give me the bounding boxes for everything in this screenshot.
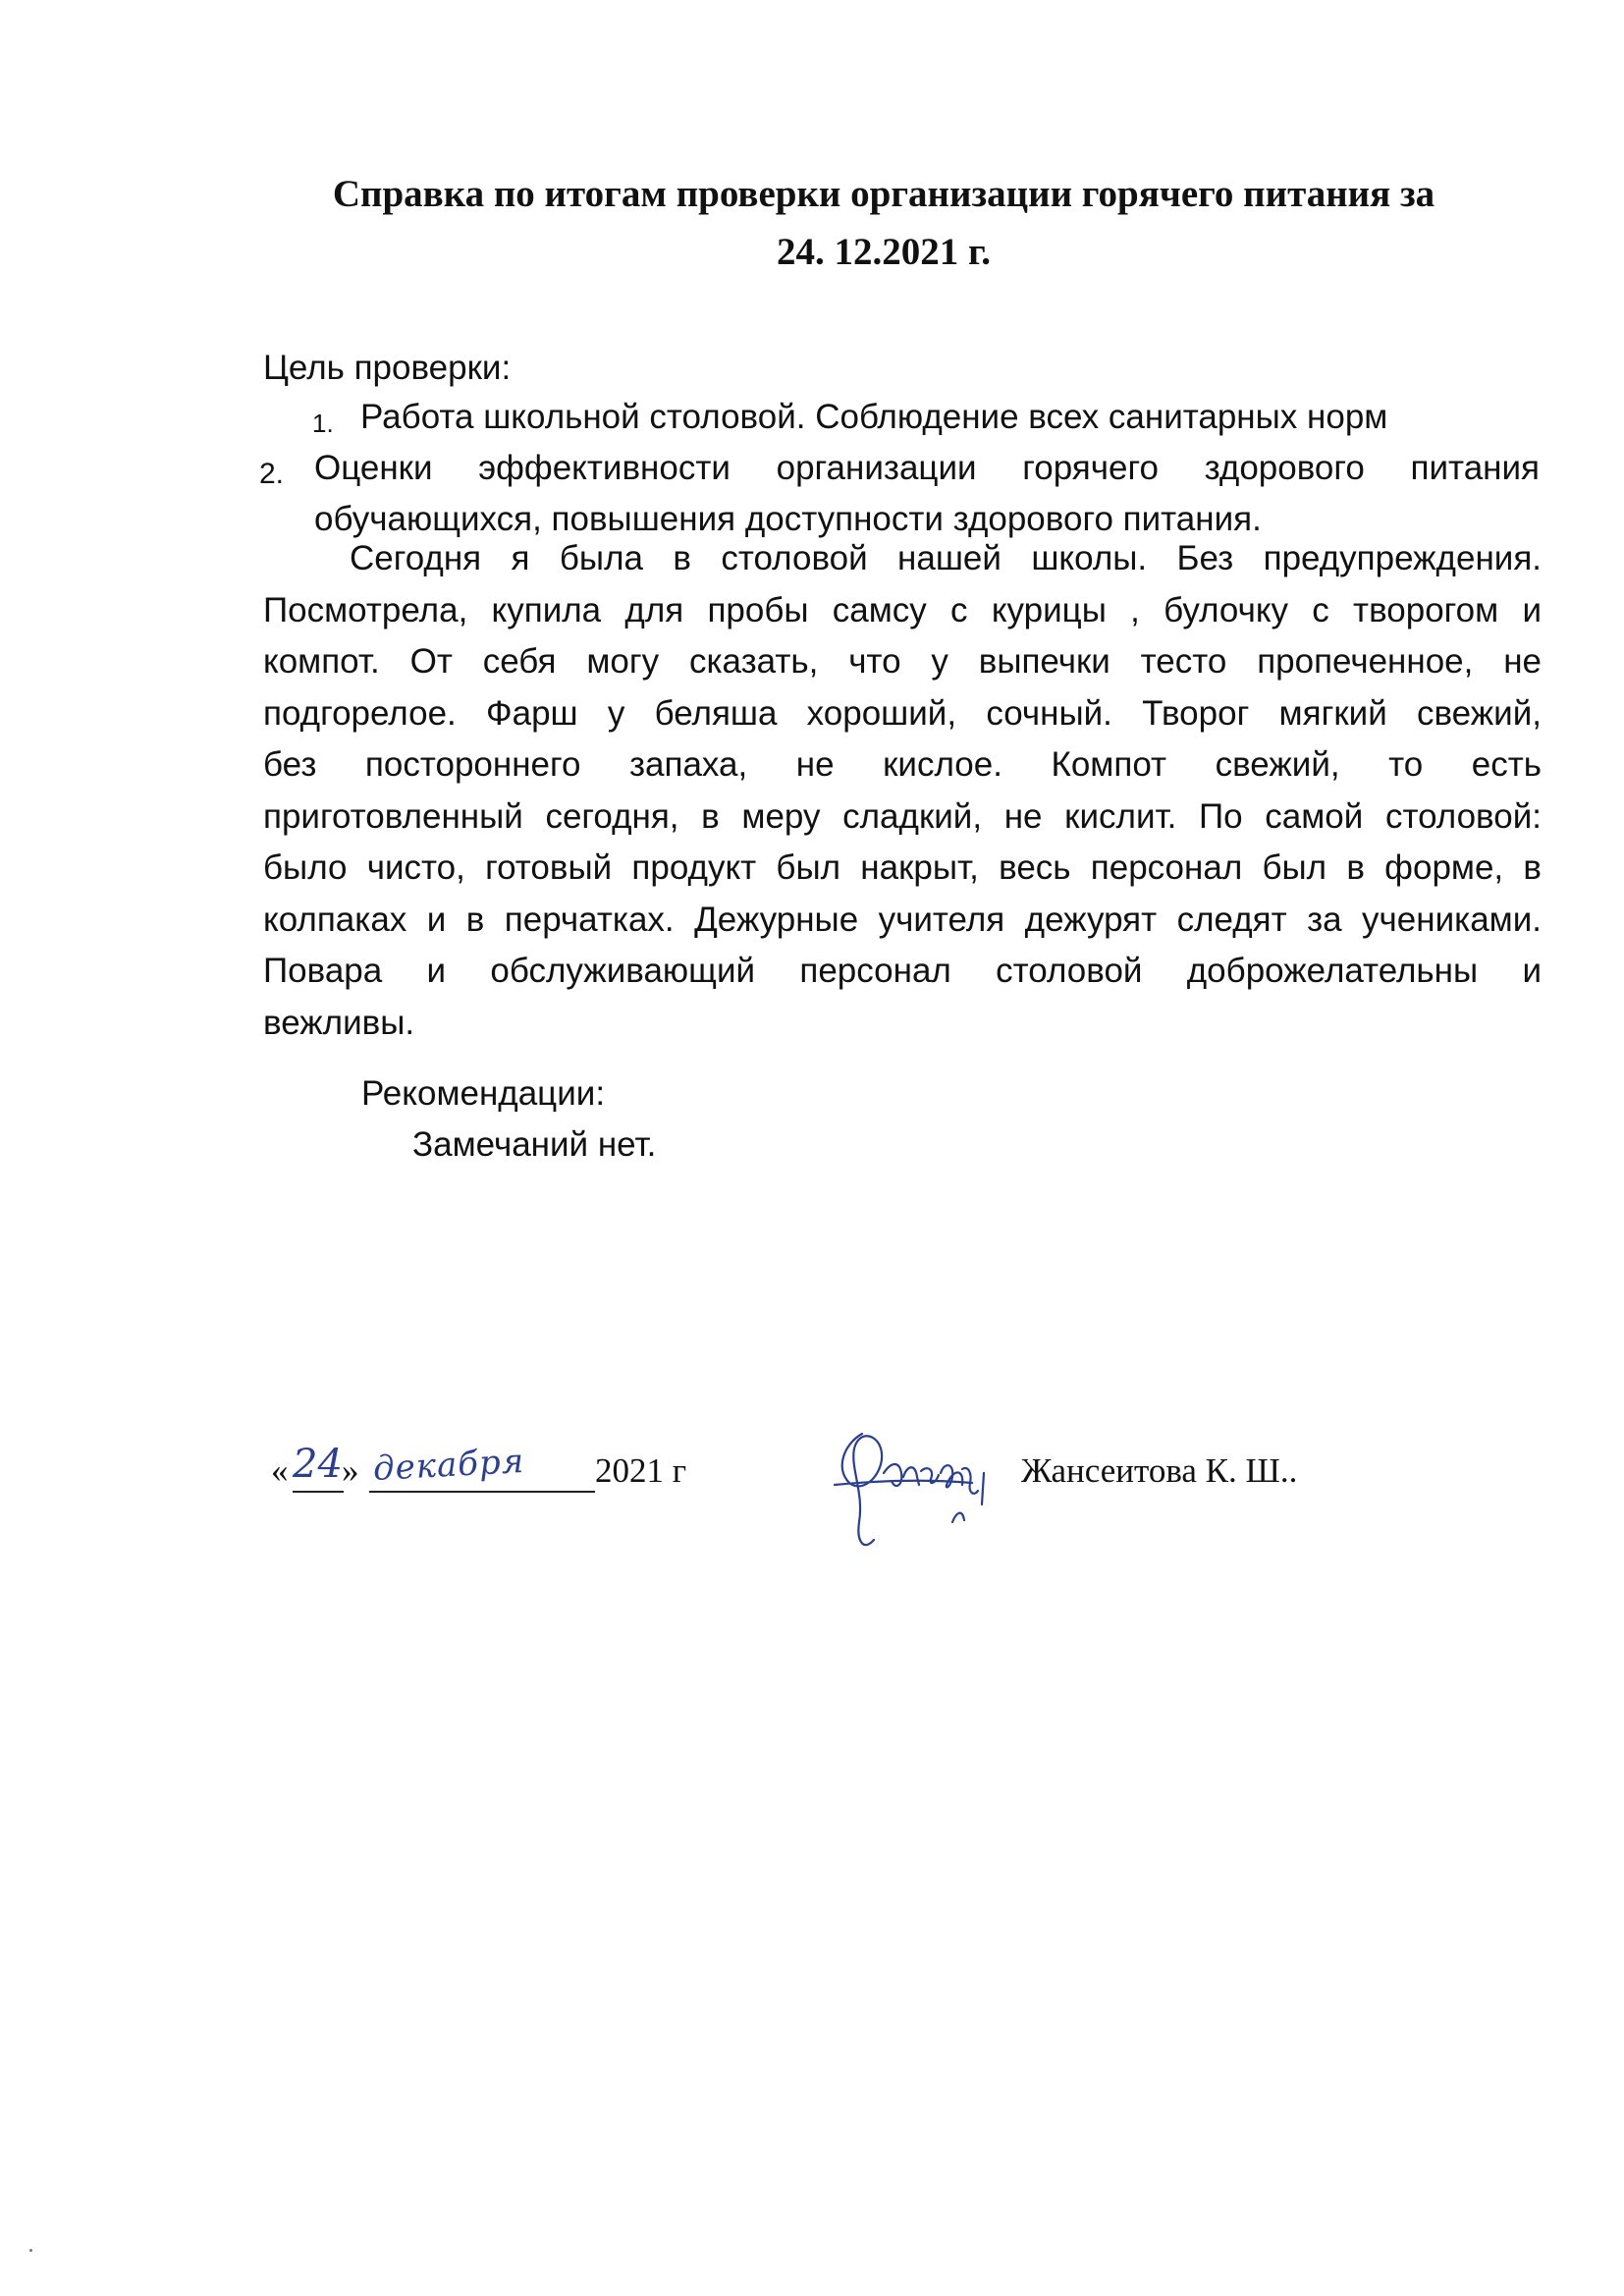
signature-icon [805,1375,1021,1571]
body-line: приготовленный сегодня, в меру сладкий, не кислит. По самой столовой: [263,796,1542,836]
body-line: Посмотрела, купила для пробы самсу с курицы , булочку с творогом и [263,590,1542,629]
goal-label: Цель проверки: [263,349,512,387]
goal-number-2: 2. [259,458,285,490]
goal-item-2-line-2: обучающихся, повышения доступности здорового питания. [314,500,1262,538]
goal-item-1: Работа школьной столовой. Соблюдение всех санитарных норм [360,398,1388,436]
goal-number-1: 1. [312,409,334,438]
date-line [271,1441,723,1504]
goal-item-2-line-1: Оценки эффективности организации горячего здорового питания [314,449,1540,487]
body-paragraph [263,533,1542,1049]
body-line: без постороннего запаха, не кислое. Компот свежий, то есть [263,745,1542,784]
document-title [226,165,1542,281]
body-line: вежливы. [263,1003,415,1042]
scan-speck [29,2249,32,2252]
body-line: подгорелое. Фарш у беляша хороший, сочный. Творог мягкий свежий, [263,693,1542,733]
signer-name: Жансеитова К. Ш.. [1021,1451,1298,1490]
body-line: Сегодня я была в столовой нашей школы. Без предупреждения. [350,539,1542,577]
title-line-1: Справка по итогам проверки организации горячего питания за [332,173,1435,215]
date-day-handwritten: 24 [293,1442,343,1487]
date-month-handwritten: декабря [372,1441,526,1490]
recommendations-label: Рекомендации: [361,1074,606,1113]
date-quote-open: « [271,1451,289,1490]
body-line: компот. От себя могу сказать, что у выпечки тесто пропеченное, не [263,642,1542,681]
date-month-underline [369,1491,595,1493]
body-line: Повара и обслуживающий персонал столовой доброжелательны и [263,952,1542,990]
recommendations-text: Замечаний нет. [412,1125,657,1164]
date-day-underline [293,1491,344,1493]
goal-item-2 [314,443,1540,545]
date-year: 2021 г [595,1451,687,1490]
date-quote-close: » [342,1451,359,1490]
body-line: было чисто, готовый продукт был накрыт, весь персонал был в форме, в [263,848,1542,887]
title-line-2: 24. 12.2021 г. [776,231,992,273]
body-line: колпаках и в перчатках. Дежурные учителя дежурят следят за учениками. [263,900,1542,939]
